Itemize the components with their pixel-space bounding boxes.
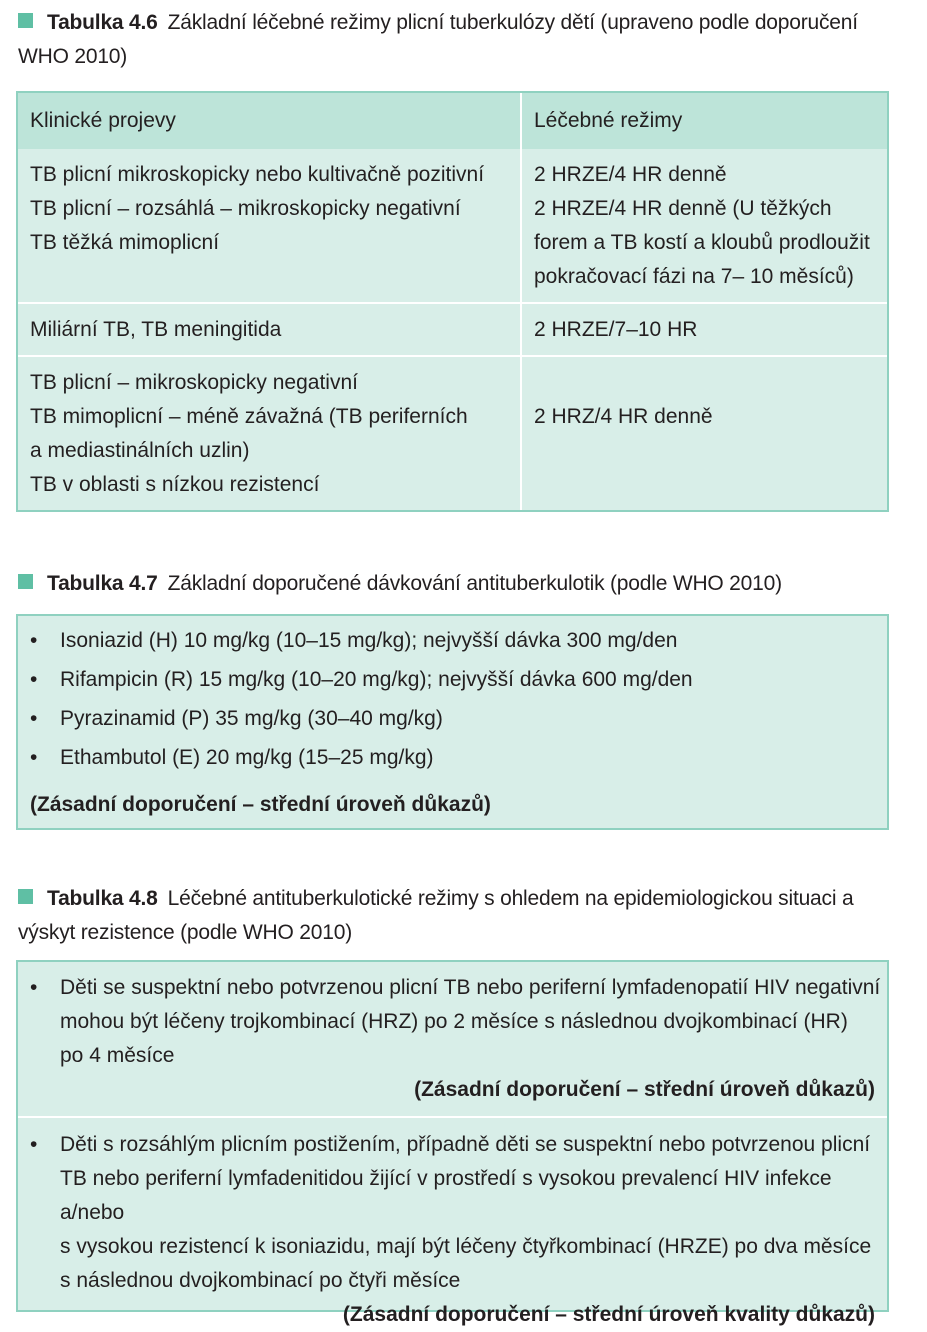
regimen-section <box>18 1116 887 1332</box>
dosage-list <box>18 624 887 780</box>
table-4-6 <box>16 91 889 512</box>
square-bullet-icon <box>18 889 33 904</box>
item-line: • Děti se suspektní nebo potvrzenou plicní TB nebo periferní lymfadenopatií HIV negativní <box>60 976 881 999</box>
table-cell <box>18 149 521 303</box>
list-item <box>18 1128 887 1298</box>
square-bullet-icon <box>18 574 33 589</box>
table-cell <box>18 303 521 356</box>
recommendation-note: (Zásadní doporučení – střední úroveň kvality důkazů) <box>342 1303 875 1326</box>
table-4-8 <box>16 960 889 1326</box>
regimen-section <box>18 962 887 1116</box>
cell-line: TB plicní – rozsáhlá – mikroskopicky negativní <box>30 197 461 220</box>
table-4-7-caption <box>18 567 908 601</box>
square-bullet-icon <box>18 13 33 28</box>
item-line: s následnou dvojkombinací po čtyři měsíce <box>60 1269 461 1292</box>
table-cell <box>521 356 887 510</box>
list-item: • Pyrazinamid (P) 35 mg/kg (30–40 mg/kg) <box>18 702 887 741</box>
item-line: TB nebo periferní lymfadenitidou žijící v prostředí s vysokou prevalencí HIV infekce a/nebo <box>60 1167 832 1224</box>
column-header: Klinické projevy <box>18 93 521 149</box>
recommendation-note: (Zásadní doporučení – střední úroveň důkazů) <box>414 1078 875 1101</box>
cell-line: 2 HRZE/4 HR denně <box>534 163 727 186</box>
cell-line: 2 HRZE/7–10 HR <box>534 318 698 341</box>
table-title: Základní doporučené dávkování antituberkulotik (podle WHO 2010) <box>167 572 782 595</box>
list-item: • Rifampicin (R) 15 mg/kg (10–20 mg/kg); nejvyšší dávka 600 mg/den <box>18 663 887 702</box>
table-row <box>18 356 887 510</box>
table-row <box>18 149 887 303</box>
item-line: mohou být léčeny trojkombinací (HRZ) po 2 měsíce s následnou dvojkombinací (HR) <box>60 1010 848 1033</box>
cell-line: forem a TB kostí a kloubů prodloužit <box>534 231 870 254</box>
table-4-8-caption <box>18 882 908 950</box>
cell-line: TB mimoplicní – méně závažná (TB periferních <box>30 405 468 428</box>
cell-line: a mediastinálních uzlin) <box>30 439 250 462</box>
column-header: Léčebné režimy <box>521 93 887 149</box>
cell-line: 2 HRZ/4 HR denně <box>534 405 713 428</box>
list-item <box>18 971 887 1073</box>
regimen-list <box>18 971 887 1073</box>
cell-line: TB plicní – mikroskopicky negativní <box>30 371 358 394</box>
table-number: Tabulka 4.7 <box>47 572 158 595</box>
recommendation-note: (Zásadní doporučení – střední úroveň důkazů) <box>30 793 491 816</box>
item-line: • Děti s rozsáhlým plicním postižením, případně děti se suspektní nebo potvrzenou plicní <box>60 1133 871 1156</box>
table-number: Tabulka 4.8 <box>47 887 158 910</box>
cell-line: TB v oblasti s nízkou rezistencí <box>30 473 320 496</box>
table-title: Základní léčebné režimy plicní tuberkulózy dětí (upraveno podle doporučení WHO 2010) <box>18 11 858 68</box>
table-cell <box>18 356 521 510</box>
table-4-7 <box>16 614 889 830</box>
cell-line: TB těžká mimoplicní <box>30 231 220 254</box>
list-item: • Isoniazid (H) 10 mg/kg (10–15 mg/kg); nejvyšší dávka 300 mg/den <box>18 624 887 663</box>
cell-line: Miliární TB, TB meningitida <box>30 318 282 341</box>
table-title: Léčebné antituberkulotické režimy s ohledem na epidemiologickou situaci a výskyt rezistence (podle WHO 2010) <box>18 887 854 944</box>
table-4-6-caption <box>18 6 908 74</box>
table-number: Tabulka 4.6 <box>47 11 158 34</box>
table-row <box>18 303 887 356</box>
cell-line: TB plicní mikroskopicky nebo kultivačně pozitivní <box>30 163 485 186</box>
item-line: s vysokou rezistencí k isoniazidu, mají být léčeny čtyřkombinací (HRZE) po dva měsíce <box>60 1235 872 1258</box>
regimen-list <box>18 1128 887 1298</box>
cell-line: pokračovací fázi na 7– 10 měsíců) <box>534 265 854 288</box>
list-item: • Ethambutol (E) 20 mg/kg (15–25 mg/kg) <box>18 741 887 780</box>
cell-line: 2 HRZE/4 HR denně (U těžkých <box>534 197 832 220</box>
table-cell <box>521 303 887 356</box>
table-cell <box>521 149 887 303</box>
item-line: po 4 měsíce <box>60 1044 175 1067</box>
